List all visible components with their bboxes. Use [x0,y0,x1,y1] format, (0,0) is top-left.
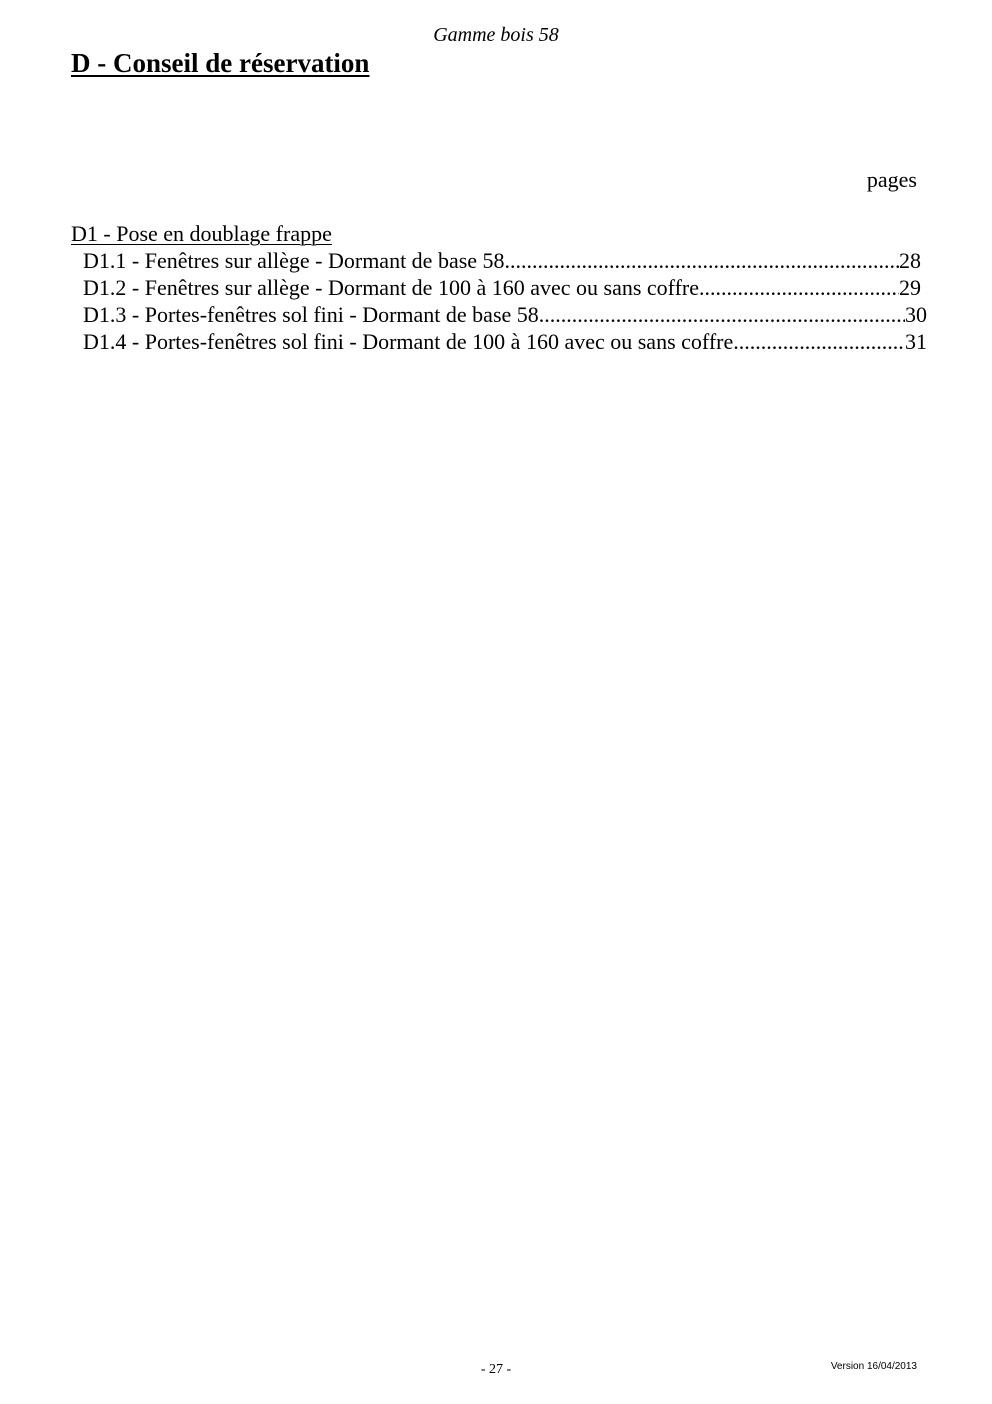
dot-leader [733,328,905,355]
toc-entry-label: D1.1 - Fenêtres sur allège - Dormant de base 58 [83,248,505,273]
toc-heading: D1 - Pose en doublage frappe [71,221,332,246]
dot-leader [699,274,899,301]
dot-leader [505,247,899,274]
pages-column-label: pages [866,167,917,192]
dot-leader [539,301,905,328]
toc-entry [71,328,927,355]
running-header: Gamme bois 58 [433,24,559,46]
table-of-contents [71,220,927,355]
toc-entry [71,274,921,301]
version-stamp: Version 16/04/2013 [830,1361,917,1372]
section-title: D - Conseil de réservation [71,48,370,78]
toc-entry-page: 29 [899,275,921,300]
toc-entry-label: D1.2 - Fenêtres sur allège - Dormant de 100 à 160 avec ou sans coffre [83,275,699,300]
toc-entry [71,301,927,328]
toc-entry-label: D1.4 - Portes-fenêtres sol fini - Dormant de 100 à 160 avec ou sans coffre [83,329,734,354]
toc-entry-page: 31 [905,329,927,354]
toc-entry-page: 30 [905,302,927,327]
toc-entry-page: 28 [899,248,921,273]
page-number: - 27 - [480,1362,512,1377]
toc-entry-label: D1.3 - Portes-fenêtres sol fini - Dormant de base 58 [83,302,539,327]
toc-entry [71,247,921,274]
